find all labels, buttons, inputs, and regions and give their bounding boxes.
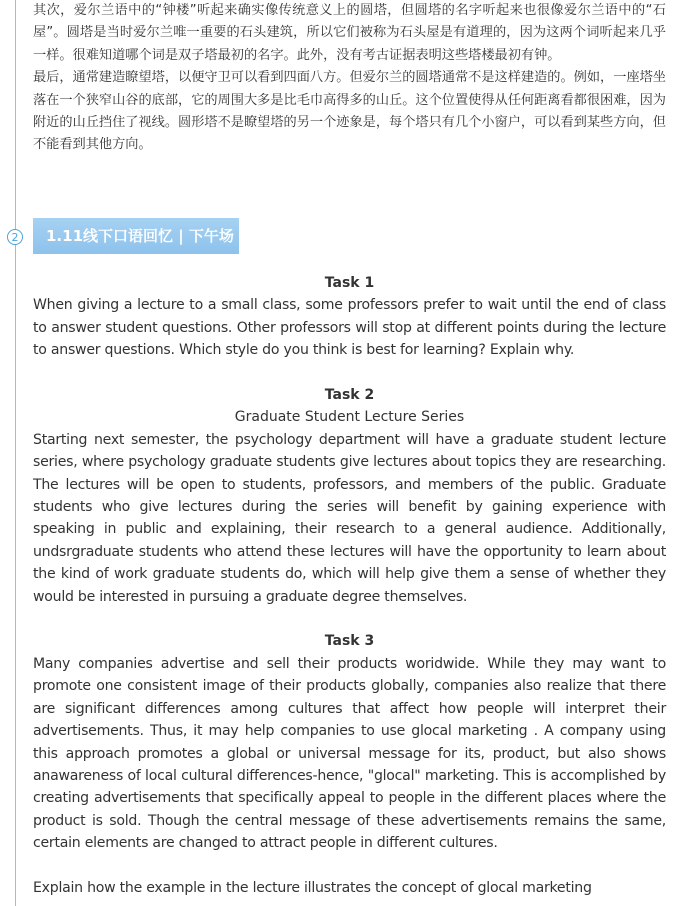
intro-paragraph: 最后，通常建造瞭望塔，以便守卫可以看到四面八方。但爱尔兰的圆塔通常不是这样建造的。例如，一座塔坐落在一个狭窄山谷的底部，它的周围大多是比毛巾高得多的山丘。这个位置使得从任何距离看都很困难，因为附近的山丘挡住了视线。圆形塔不是瞭望塔的另一个迹象是，每个塔只有几个小窗户，可以看到某些方向，但不能看到其他方向。 [33, 70, 666, 153]
task-subtitle: Graduate Student Lecture Series [234, 409, 465, 426]
task-title: Task 1 [324, 275, 375, 291]
spacer [33, 855, 666, 877]
intro-paragraph: 其次，爱尔兰语中的“钟楼”听起来确实像传统意义上的圆塔，但圆塔的名字听起来也很像爱尔兰语中的“石屋”。圆塔是当时爱尔兰唯一重要的石头建筑，所以它们被称为石头屋是有道理的，因为这两个词听起来几乎一样。很难知道哪个词是双子塔最初的名字。此外，没有考古证据表明这些塔楼最初有钟。 [33, 3, 666, 63]
task-2 [33, 384, 666, 608]
section-header: 1.11线下口语回忆 | 下午场 [33, 218, 239, 254]
task-body: Starting next semester, the psychology department will have a graduate student lecture series, where psychology graduate students give lectures about topics they are researching. The lectures will be open to students, professors, and members of the public. Graduate students who give lectures during the series will benefit by gaining experience with speaking in public and explaining, their research to a general audience. Additionally, undsrgraduate students who attend these lectures will have the opportunity to learn about the kind of work graduate students do, which will help give them a sense of whether they would be interested in pursuing a graduate degree themselves. [33, 431, 666, 605]
spacer [33, 608, 666, 630]
task-question: Explain how the example in the lecture illustrates the concept of glocal marketing [33, 879, 592, 896]
task-body: Many companies advertise and sell their products woridwide. While they may want to promote one consistent image of their products globally, companies also realize that there are significant differences among cultures that affect how people will interpret their advertisements. Thus, it may help companies to use glocal marketing . A company using this approach promotes a global or universal message for its, product, but also shows anawareness of local cultural differences-hence, "glocal" marketing. This is accomplished by creating advertisements that specifically appeal to people in the different places where the product is sold. Though the central message of these advertisements remains the same, certain elements are changed to attract people in different cultures. [33, 655, 666, 852]
tasks-section [33, 272, 666, 899]
section-number-badge: 2 [7, 229, 23, 245]
timeline-line [15, 0, 16, 906]
task-body: When giving a lecture to a small class, some professors prefer to wait until the end of class to answer student questions. Other professors will stop at different points during the lecture to answer questions. Which style do you think is best for learning? Explain why. [33, 297, 666, 359]
task-1 [33, 272, 666, 362]
task-title: Task 2 [324, 387, 375, 404]
task-title: Task 3 [324, 633, 375, 650]
intro-section [33, 0, 666, 157]
spacer [33, 362, 666, 384]
task-3 [33, 630, 666, 899]
